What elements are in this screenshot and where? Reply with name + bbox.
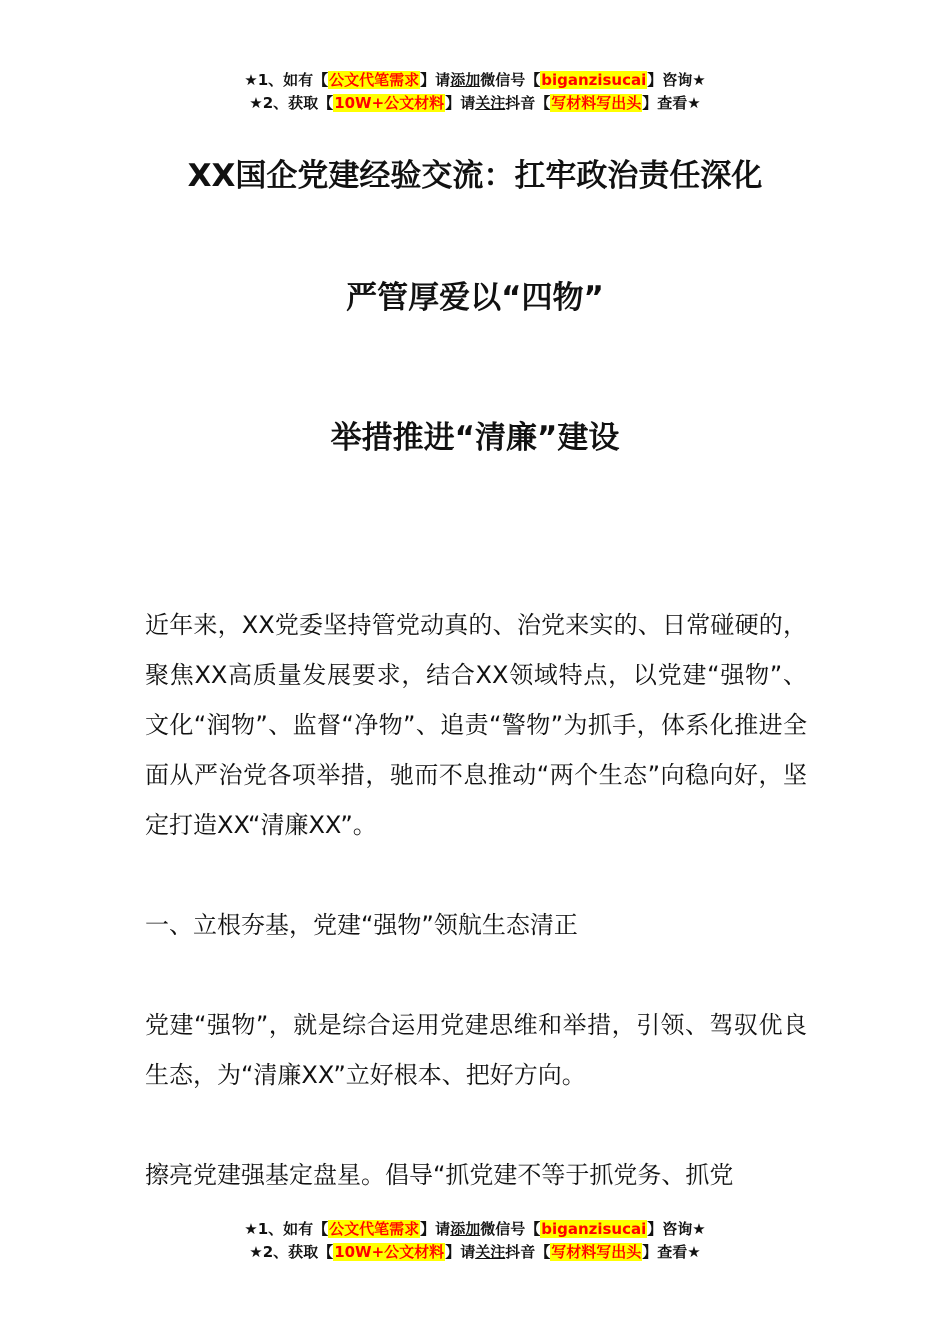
title-line-1: XX国企党建经验交流：扛牢政治责任深化 [187,158,763,194]
banner-text: ★1、如有【 [244,71,329,89]
banner-line-2 [0,1241,950,1264]
banner-text: 】请 [445,1243,476,1261]
banner-line-1 [0,69,950,92]
banner-text: 抖音【 [505,1243,551,1261]
banner-highlight: 公文代笔需求 [329,1220,420,1238]
title-line-2: 严管厚爱以“四物” [346,280,604,316]
banner-highlight: 10W+公文材料 [334,1243,445,1261]
banner-text: 微信号【 [480,1220,541,1238]
banner-highlight: 10W+公文材料 [334,94,445,112]
banner-text: ★2、获取【 [249,94,334,112]
footer-banner [0,1218,950,1264]
banner-text: 】请 [420,1220,451,1238]
banner-text: 】咨询★ [647,71,706,89]
paragraph-intro: 近年来，XX党委坚持管党动真的、治党来实的、日常碰硬的，聚焦XX高质量发展要求，结合XX领域特点，以党建“强物”、文化“润物”、监督“净物”、追责“警物”为抓手，体系化推进全面从严治党各项举措，驰而不息推动“两个生态”向稳向好，坚定打造XX“清廉XX”。 [145,611,807,839]
section-heading-1: 一、立根夯基，党建“强物”领航生态清正 [145,911,578,939]
banner-highlight: 公文代笔需求 [329,71,420,89]
document-body [145,600,807,1250]
banner-text: 微信号【 [480,71,541,89]
banner-text: 】请 [445,94,476,112]
banner-line-1 [0,1218,950,1241]
banner-text: 】查看★ [642,1243,701,1261]
banner-underline: 添加 [450,71,481,89]
banner-text: 抖音【 [505,94,551,112]
banner-text: ★1、如有【 [244,1220,329,1238]
title-line-3: 举措推进“清廉”建设 [330,420,620,456]
banner-underline: 添加 [450,1220,481,1238]
banner-underline: 关注 [475,1243,506,1261]
banner-highlight: 写材料写出头 [551,1243,642,1261]
banner-highlight: biganzisucai [541,71,647,89]
banner-line-2 [0,92,950,115]
banner-text: 】请 [420,71,451,89]
paragraph-3: 擦亮党建强基定盘星。倡导“抓党建不等于抓党务、抓党 [145,1161,734,1189]
header-banner [0,69,950,115]
banner-text: ★2、获取【 [249,1243,334,1261]
paragraph-2: 党建“强物”，就是综合运用党建思维和举措，引领、驾驭优良生态，为“清廉XX”立好根本、把好方向。 [145,1011,807,1089]
banner-highlight: biganzisucai [541,1220,647,1238]
banner-text: 】咨询★ [647,1220,706,1238]
banner-highlight: 写材料写出头 [551,94,642,112]
banner-text: 】查看★ [642,94,701,112]
banner-underline: 关注 [475,94,506,112]
